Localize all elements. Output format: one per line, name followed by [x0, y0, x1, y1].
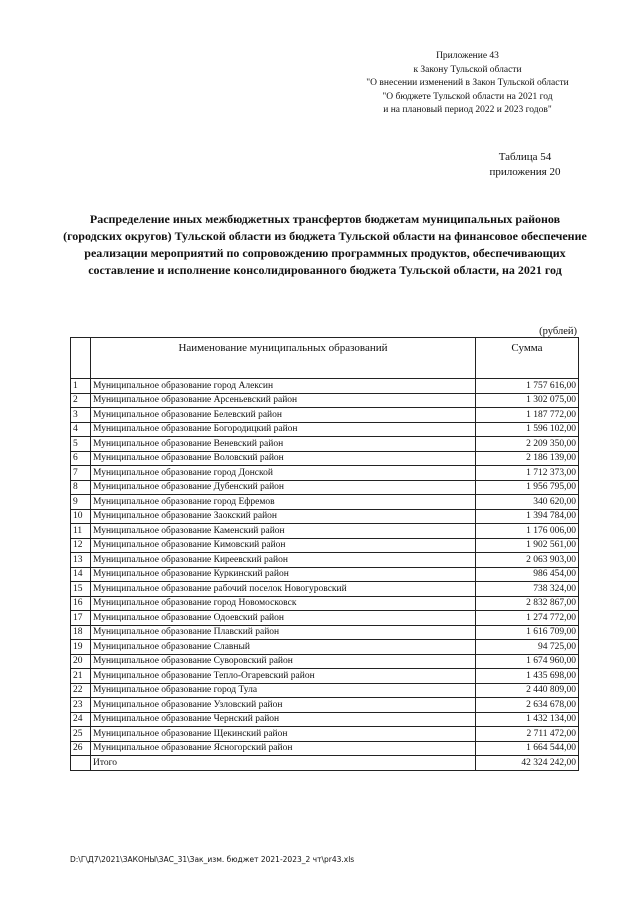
header-line: к Закону Тульской области [413, 64, 522, 75]
header-line: "О внесении изменений в Закон Тульской области [366, 78, 569, 89]
table-body [71, 379, 579, 771]
table-row [71, 654, 579, 669]
row-number: 16 [71, 596, 91, 611]
amount-cell: 1 757 616,00 [476, 379, 579, 394]
municipality-name: Муниципальное образование рабочий поселок Новогуровский [91, 582, 476, 597]
amount-cell: 1 596 102,00 [476, 422, 579, 437]
row-number: 18 [71, 625, 91, 640]
amount-cell: 2 711 472,00 [476, 727, 579, 742]
amount-cell: 1 664 544,00 [476, 741, 579, 756]
amount-cell: 1 712 373,00 [476, 466, 579, 481]
municipality-name: Муниципальное образование Суворовский район [91, 654, 476, 669]
municipality-name: Муниципальное образование Ясногорский район [91, 741, 476, 756]
name-column-header: Наименование муниципальных образований [91, 338, 476, 379]
municipality-name: Муниципальное образование Славный [91, 640, 476, 655]
distribution-table [70, 337, 579, 771]
header-line: Приложение 43 [436, 51, 499, 61]
municipality-name: Муниципальное образование город Алексин [91, 379, 476, 394]
row-number: 22 [71, 683, 91, 698]
table-row [71, 495, 579, 510]
municipality-name: Муниципальное образование Плавский район [91, 625, 476, 640]
amount-cell: 1 956 795,00 [476, 480, 579, 495]
amount-cell: 1 432 134,00 [476, 712, 579, 727]
row-number: 21 [71, 669, 91, 684]
table-row [71, 712, 579, 727]
row-number: 13 [71, 553, 91, 568]
amount-cell: 2 209 350,00 [476, 437, 579, 452]
municipality-name: Муниципальное образование Щекинский район [91, 727, 476, 742]
table-row [71, 553, 579, 568]
table-ref-line2: приложения 20 [489, 166, 561, 178]
amount-cell: 94 725,00 [476, 640, 579, 655]
amount-cell: 1 176 006,00 [476, 524, 579, 539]
units-label: (рублей) [539, 326, 577, 337]
table-row [71, 625, 579, 640]
municipality-name: Муниципальное образование Одоевский район [91, 611, 476, 626]
row-number: 5 [71, 437, 91, 452]
table-row [71, 611, 579, 626]
row-number: 26 [71, 741, 91, 756]
amount-cell: 2 063 903,00 [476, 553, 579, 568]
row-number: 15 [71, 582, 91, 597]
table-header-row [71, 338, 579, 379]
municipality-name: Муниципальное образование Белевский район [91, 408, 476, 423]
table-row [71, 480, 579, 495]
table-row [71, 379, 579, 394]
row-number: 20 [71, 654, 91, 669]
municipality-name: Муниципальное образование Каменский район [91, 524, 476, 539]
municipality-name: Муниципальное образование Тепло-Огаревский район [91, 669, 476, 684]
table-row [71, 727, 579, 742]
amount-cell: 1 435 698,00 [476, 669, 579, 684]
table-row [71, 509, 579, 524]
table-row [71, 582, 579, 597]
row-number: 8 [71, 480, 91, 495]
row-number: 6 [71, 451, 91, 466]
table-ref-line1: Таблица 54 [498, 151, 552, 163]
table-row [71, 437, 579, 452]
municipality-name: Муниципальное образование город Ефремов [91, 495, 476, 510]
row-number: 11 [71, 524, 91, 539]
municipality-name: Муниципальное образование Чернский район [91, 712, 476, 727]
total-amount: 42 324 242,00 [476, 756, 579, 771]
amount-cell: 1 302 075,00 [476, 393, 579, 408]
table-row [71, 698, 579, 713]
row-number: 25 [71, 727, 91, 742]
amount-cell: 1 394 784,00 [476, 509, 579, 524]
table-row [71, 596, 579, 611]
amount-cell: 986 454,00 [476, 567, 579, 582]
table-row [71, 567, 579, 582]
amount-cell: 2 634 678,00 [476, 698, 579, 713]
row-number: 7 [71, 466, 91, 481]
row-number: 23 [71, 698, 91, 713]
amount-cell: 1 674 960,00 [476, 654, 579, 669]
amount-cell: 1 902 561,00 [476, 538, 579, 553]
municipality-name: Муниципальное образование Куркинский район [91, 567, 476, 582]
document-title: Распределение иных межбюджетных трансфертов бюджетам муниципальных районов (городских округов) Тульской области из бюджета Тульской области на финансовое обеспечение реализации мероприятий по сопровождению программных продуктов, обеспечивающих составление и исполнение консолидированного бюджета Тульской области, на 2021 год [63, 212, 587, 277]
municipality-name: Муниципальное образование Дубенский район [91, 480, 476, 495]
table-row [71, 669, 579, 684]
municipality-name: Муниципальное образование Богородицкий район [91, 422, 476, 437]
table-row [71, 538, 579, 553]
table-reference [470, 150, 580, 180]
municipality-name: Муниципальное образование Заокский район [91, 509, 476, 524]
municipality-name: Муниципальное образование Арсеньевский район [91, 393, 476, 408]
total-label: Итого [91, 756, 476, 771]
row-number: 12 [71, 538, 91, 553]
table-row [71, 451, 579, 466]
amount-cell: 1 616 709,00 [476, 625, 579, 640]
file-path-footer: D:\Г\Д7\2021\ЗАКОНЫ\ЗАС_31\Зак_изм. бюджет 2021-2023_2 чт\pr43.xls [70, 855, 355, 864]
municipality-name: Муниципальное образование город Тула [91, 683, 476, 698]
municipality-name: Муниципальное образование Воловский район [91, 451, 476, 466]
municipality-name: Муниципальное образование город Новомосковск [91, 596, 476, 611]
table-row [71, 524, 579, 539]
header-line: "О бюджете Тульской области на 2021 год [382, 91, 553, 102]
amount-cell: 2 832 867,00 [476, 596, 579, 611]
table-row [71, 393, 579, 408]
row-number: 9 [71, 495, 91, 510]
table-row [71, 640, 579, 655]
row-number: 4 [71, 422, 91, 437]
appendix-header [350, 50, 585, 118]
row-number: 17 [71, 611, 91, 626]
table-row [71, 422, 579, 437]
amount-cell: 1 274 772,00 [476, 611, 579, 626]
row-number: 3 [71, 408, 91, 423]
row-number: 10 [71, 509, 91, 524]
amount-cell: 2 440 809,00 [476, 683, 579, 698]
municipality-name: Муниципальное образование Узловский район [91, 698, 476, 713]
amount-cell: 340 620,00 [476, 495, 579, 510]
table-row [71, 466, 579, 481]
row-number: 2 [71, 393, 91, 408]
row-number: 24 [71, 712, 91, 727]
amount-cell: 1 187 772,00 [476, 408, 579, 423]
table-row [71, 683, 579, 698]
row-number: 1 [71, 379, 91, 394]
row-number: 14 [71, 567, 91, 582]
municipality-name: Муниципальное образование Кимовский район [91, 538, 476, 553]
municipality-name: Муниципальное образование Веневский район [91, 437, 476, 452]
total-row [71, 756, 579, 771]
municipality-name: Муниципальное образование Киреевский район [91, 553, 476, 568]
municipality-name: Муниципальное образование город Донской [91, 466, 476, 481]
sum-column-header: Сумма [476, 338, 579, 379]
amount-cell: 2 186 139,00 [476, 451, 579, 466]
amount-cell: 738 324,00 [476, 582, 579, 597]
header-line: и на плановый период 2022 и 2023 годов" [383, 105, 552, 116]
total-number-cell [71, 756, 91, 771]
number-column-header [71, 338, 91, 379]
table-row [71, 741, 579, 756]
row-number: 19 [71, 640, 91, 655]
table-row [71, 408, 579, 423]
